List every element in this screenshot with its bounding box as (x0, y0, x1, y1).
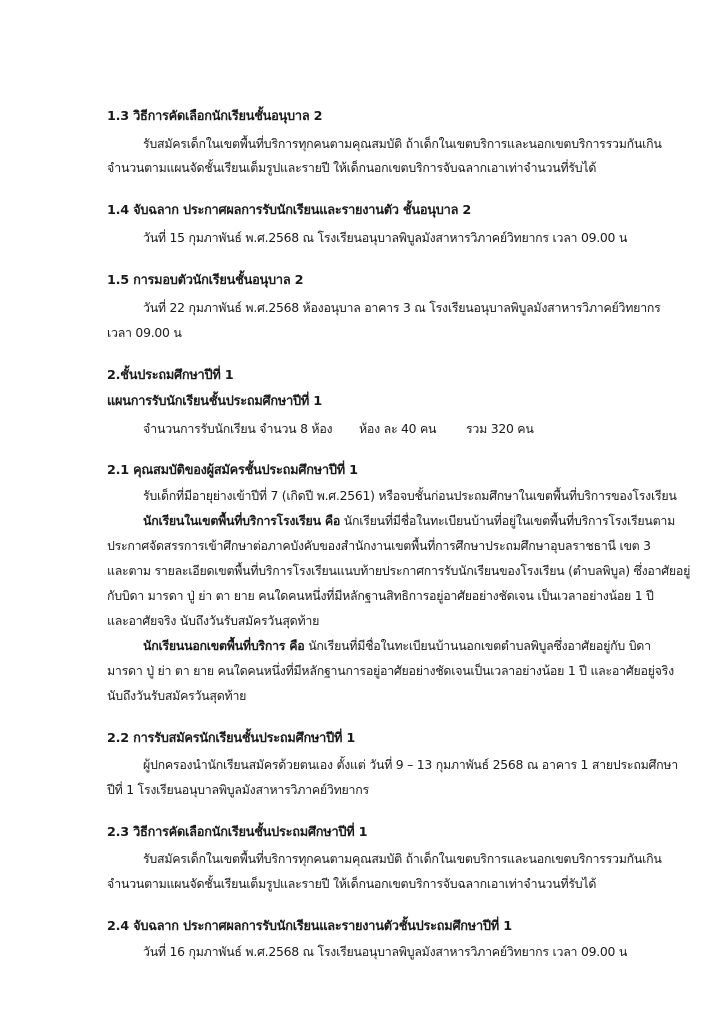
section-2-1-heading: 2.1 คุณสมบัติของผู้สมัครชั้นประถมศึกษาปีที่ 1 (107, 463, 358, 478)
section-1-4-heading: 1.4 จับฉลาก ประกาศผลการรับนักเรียนและรายงานตัว ชั้นอนุบาล 2 (107, 203, 472, 218)
section-2-1-paragraph-line: รับเด็กที่มีอายุย่างเข้าปีที่ 7 (เกิดปี พ.ศ.2561) หรือจบชั้นก่อนประถมศึกษาในเขตพื้นที่บริการของโรงเรียน (143, 488, 677, 503)
section-1-5-paragraph-line: เวลา 09.00 น (107, 325, 182, 340)
section-2-3-paragraph-line: รับสมัครเด็กในเขตพื้นที่บริการทุกคนตามคุณสมบัติ ถ้าเด็กในเขตบริการและนอกเขตบริการรวมกันเกิน (143, 851, 662, 866)
section-1-3-heading: 1.3 วิธีการคัดเลือกนักเรียนชั้นอนุบาล 2 (107, 109, 323, 124)
plan-rooms: จำนวนการรับนักเรียน จำนวน 8 ห้อง (143, 421, 333, 436)
section-2-subheading: แผนการรับนักเรียนชั้นประถมศึกษาปีที่ 1 (107, 394, 322, 409)
section-1-3-paragraph-line: รับสมัครเด็กในเขตพื้นที่บริการทุกคนตามคุณสมบัติ ถ้าเด็กในเขตบริการและนอกเขตบริการรวมกันเกิน (143, 136, 662, 151)
section-2-3-paragraph-line: จำนวนตามแผนจัดชั้นเรียนเต็มรูปและรายปี ให้เด็กนอกเขตบริการจับฉลากเอาเท่าจำนวนที่รับได้ (107, 876, 597, 891)
out-area-paragraph-line: มารดา ปู่ ย่า ตา ยาย คนใดคนหนึ่งที่มีหลักฐานการอยู่อาศัยอย่างชัดเจนเป็นเวลาอย่างน้อย 1 ปี และอาศัยอยู่จริง (107, 663, 674, 678)
in-area-paragraph-line: และอาศัยจริง นับถึงวันรับสมัครวันสุดท้าย (107, 613, 320, 628)
in-area-paragraph-line: กับบิดา มารดา ปู่ ย่า ตา ยาย คนใดคนหนึ่งที่มีหลักฐานสิทธิการอยู่อาศัยอย่างชัดเจน เป็นเวลาอย่างน้อย 1 ปี (107, 588, 654, 603)
plan-total: รวม 320 คน (466, 421, 534, 436)
in-area-text: นักเรียนที่มีชื่อในทะเบียนบ้านที่อยู่ในเขตพื้นที่บริการโรงเรียนตาม (343, 513, 676, 528)
out-area-line (143, 636, 651, 656)
section-2-2-heading: 2.2 การรับสมัครนักเรียนชั้นประถมศึกษาปีที่ 1 (107, 731, 355, 746)
section-1-5-paragraph-line: วันที่ 22 กุมภาพันธ์ พ.ศ.2568 ห้องอนุบาล อาคาร 3 ณ โรงเรียนอนุบาลพิบูลมังสาหารวิภาคย์วิทยากร (143, 300, 661, 315)
out-area-text: นักเรียนที่มีชื่อในทะเบียนบ้านนอกเขตตำบลพิบูลซึ่งอาศัยอยู่กับ บิดา (308, 638, 651, 653)
section-1-5-heading: 1.5 การมอบตัวนักเรียนชั้นอนุบาล 2 (107, 273, 304, 288)
section-2-3-heading: 2.3 วิธีการคัดเลือกนักเรียนชั้นประถมศึกษาปีที่ 1 (107, 825, 368, 840)
in-area-label: นักเรียนในเขตพื้นที่บริการโรงเรียน คือ (143, 513, 341, 528)
out-area-label: นักเรียนนอกเขตพื้นที่บริการ คือ (143, 638, 305, 653)
section-2-4-heading: 2.4 จับฉลาก ประกาศผลการรับนักเรียนและรายงานตัวชั้นประถมศึกษาปีที่ 1 (107, 919, 512, 934)
section-1-4-paragraph-line: วันที่ 15 กุมภาพันธ์ พ.ศ.2568 ณ โรงเรียนอนุบาลพิบูลมังสาหารวิภาคย์วิทยากร เวลา 09.00 น (143, 230, 628, 245)
section-1-3-paragraph-line: จำนวนตามแผนจัดชั้นเรียนเต็มรูปและรายปี ให้เด็กนอกเขตบริการจับฉลากเอาเท่าจำนวนที่รับได้ (107, 160, 597, 175)
in-area-paragraph-line: ประกาศจัดสรรการเข้าศึกษาต่อภาคบังคับของสำนักงานเขตพื้นที่การศึกษาประถมศึกษาอุบลราชธานี เขต 3 (107, 538, 651, 553)
in-area-paragraph-line: และตาม รายละเอียดเขตพื้นที่บริการโรงเรียนแนบท้ายประกาศการรับนักเรียนของโรงเรียน (ตำบลพิบูล) ซึ่งอาศัยอยู่ (107, 563, 691, 578)
section-2-heading: 2.ชั้นประถมศึกษาปีที่ 1 (107, 368, 234, 383)
in-area-line (143, 511, 675, 531)
section-2-2-paragraph-line: ผู้ปกครองนำนักเรียนสมัครด้วยตนเอง ตั้งแต่ วันที่ 9 – 13 กุมภาพันธ์ 2568 ณ อาคาร 1 สายประถมศึกษา (143, 757, 678, 772)
section-2-2-paragraph-line: ปีที่ 1 โรงเรียนอนุบาลพิบูลมังสาหารวิภาคย์วิทยากร (107, 782, 369, 797)
out-area-paragraph-line: นับถึงวันรับสมัครวันสุดท้าย (107, 688, 247, 703)
section-2-4-paragraph-line: วันที่ 16 กุมภาพันธ์ พ.ศ.2568 ณ โรงเรียนอนุบาลพิบูลมังสาหารวิภาคย์วิทยากร เวลา 09.00 น (143, 944, 628, 959)
plan-per-room: ห้อง ละ 40 คน (359, 421, 437, 436)
